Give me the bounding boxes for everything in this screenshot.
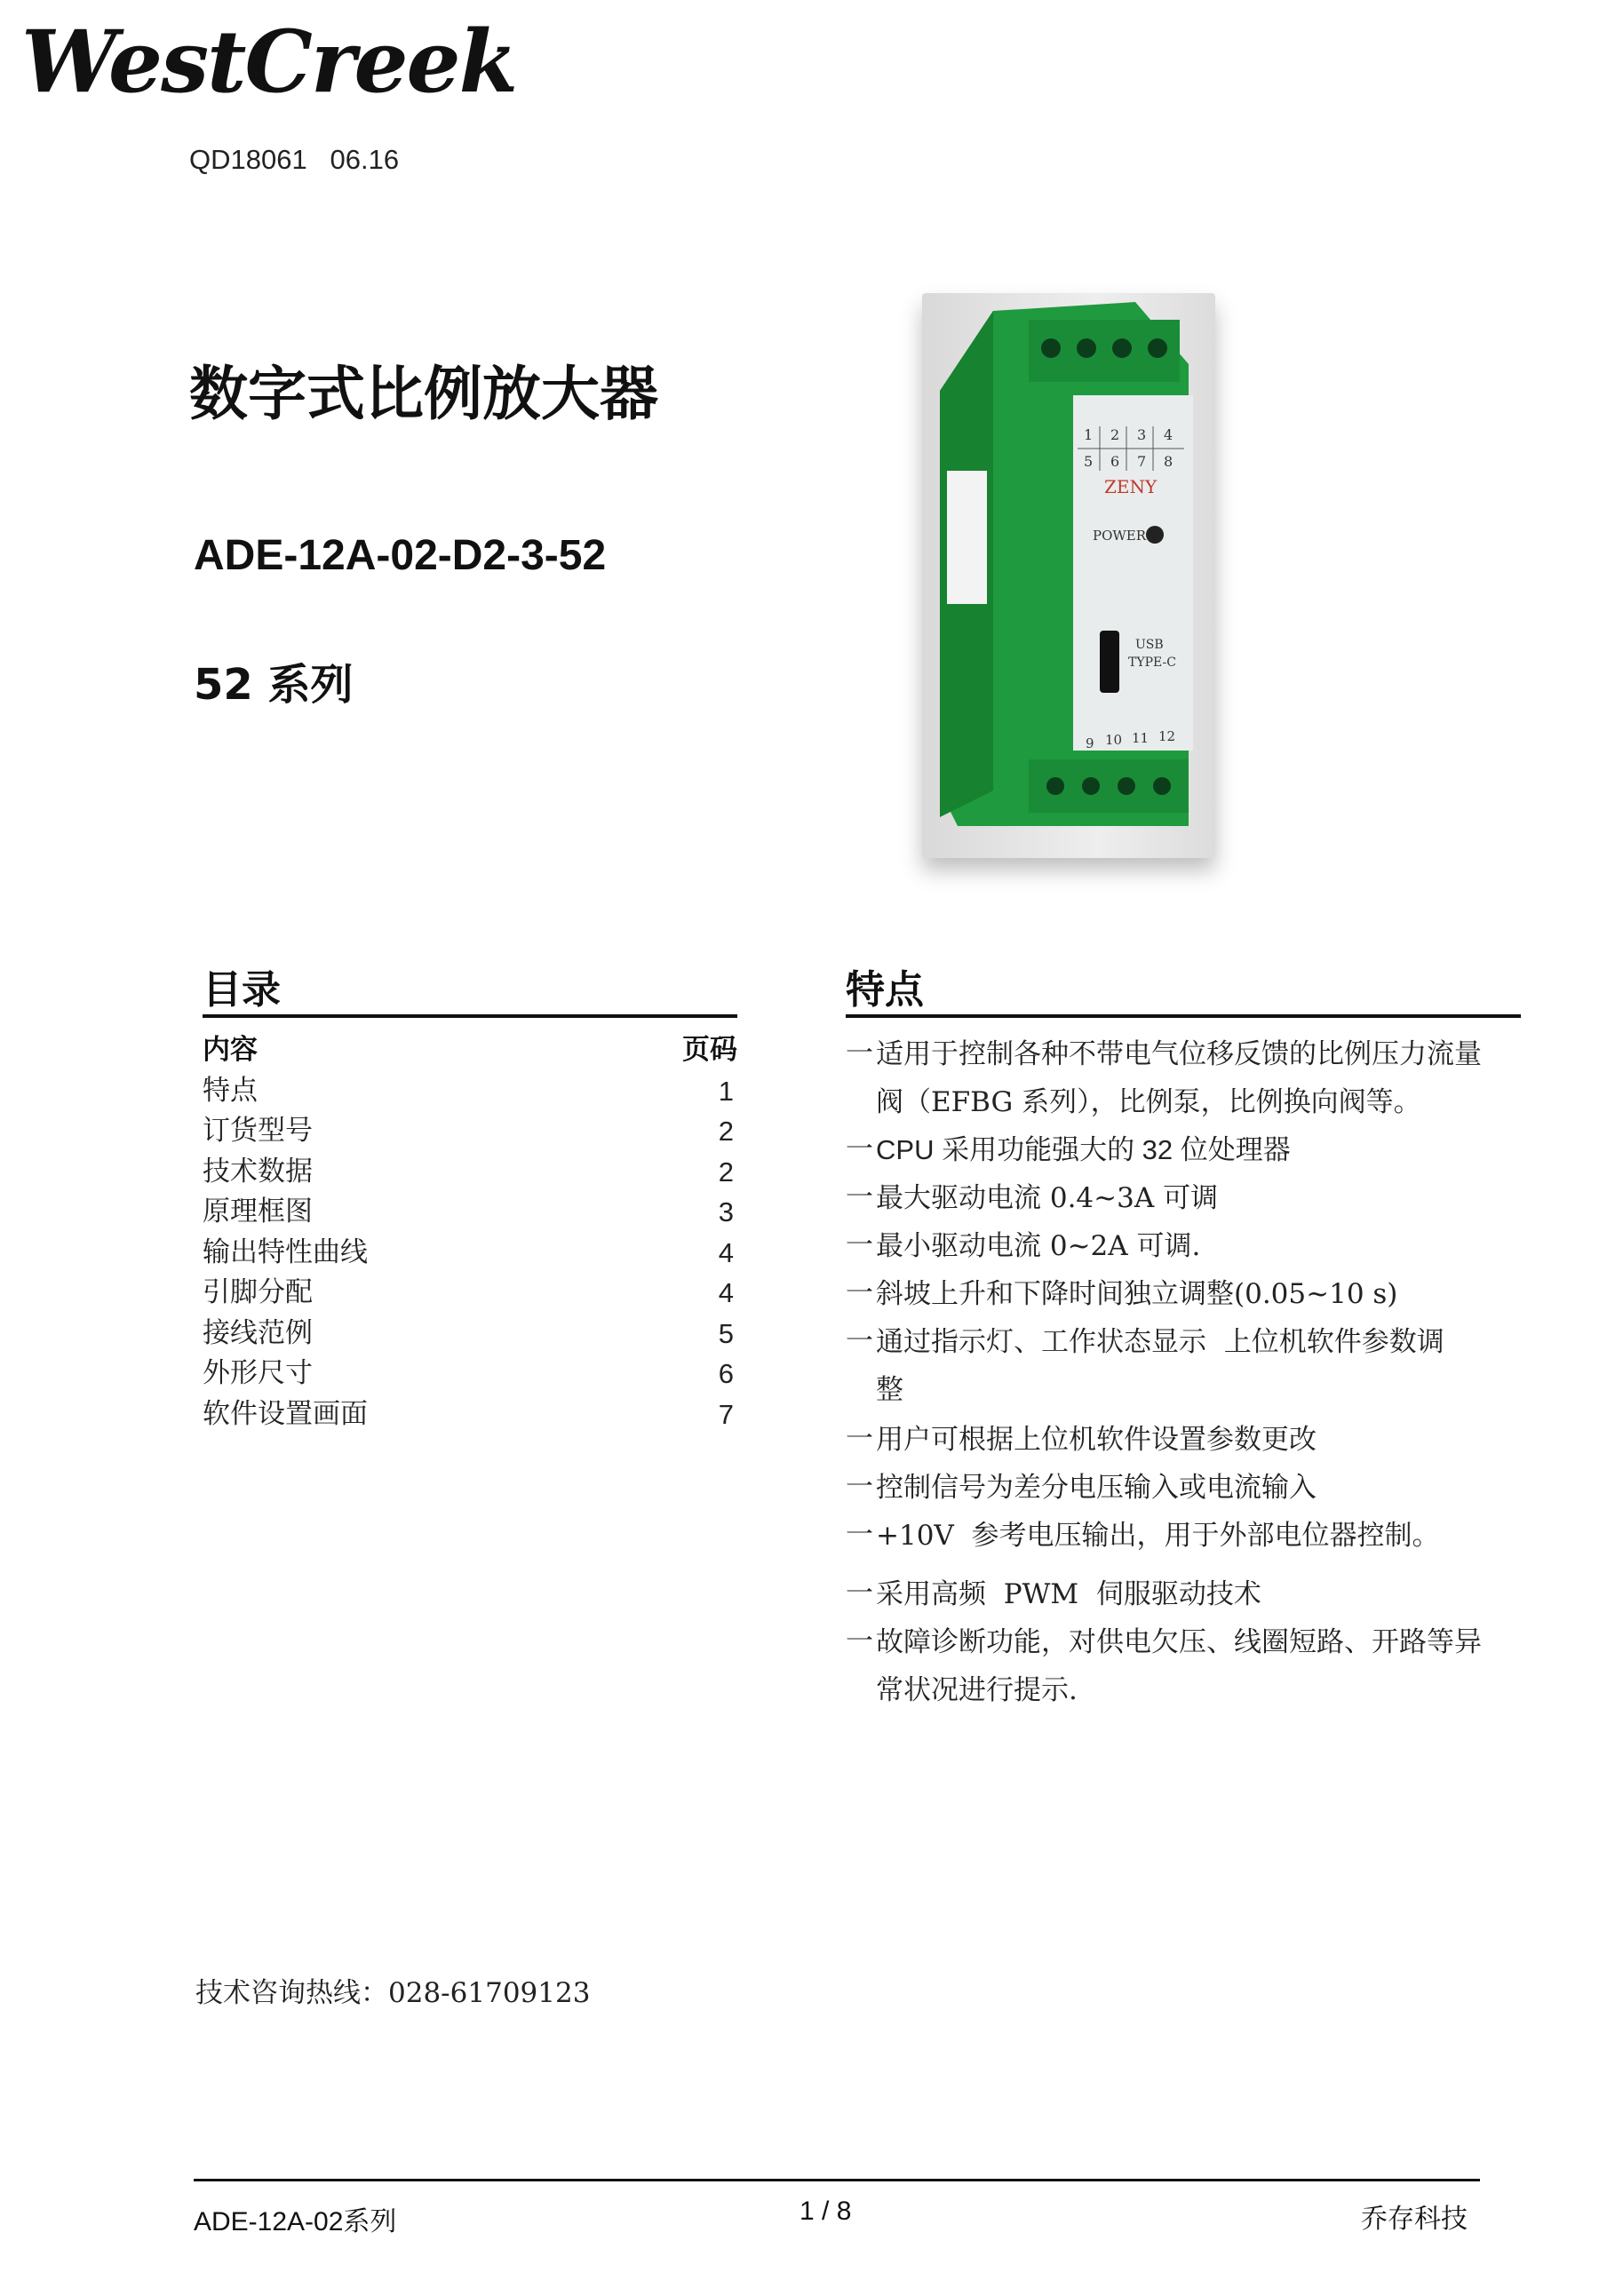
toc-row[interactable] — [203, 1354, 737, 1394]
feature-text: 用户可根据上位机软件设置参数更改 — [876, 1424, 1317, 1456]
toc-label: 输出特性曲线 — [203, 1235, 368, 1268]
toc-row[interactable] — [203, 1394, 737, 1435]
toc-label: 接线范例 — [203, 1316, 313, 1349]
feature-text: 阀（EFBG 系列），比例泵，比例换向阀等。 — [876, 1086, 1421, 1118]
dash-bullet: 一 — [846, 1577, 873, 1609]
feature-text: 控制信号为差分电压输入或电流输入 — [876, 1472, 1317, 1504]
list-item — [846, 1570, 1521, 1618]
toc-row[interactable] — [203, 1314, 737, 1355]
toc-page: 3 — [718, 1196, 734, 1227]
feature-text: CPU 采用功能强大的 32 位处理器 — [876, 1134, 1291, 1165]
dash-bullet: 一 — [846, 1229, 873, 1261]
terminal-label: 7 — [1137, 453, 1147, 470]
toc-page: 1 — [718, 1075, 734, 1107]
usb-type-label: TYPE-C — [1128, 655, 1176, 670]
product-photo — [922, 293, 1215, 858]
terminal-label: 2 — [1110, 426, 1120, 443]
dash-bullet: 一 — [846, 1133, 873, 1165]
dash-bullet: 一 — [846, 1325, 873, 1357]
footer-company: 乔存科技 — [1361, 2204, 1468, 2235]
feature-text: 最小驱动电流 0~2A 可调. — [876, 1230, 1201, 1262]
feature-text: 斜坡上升和下降时间独立调整(0.05~10 s) — [876, 1278, 1398, 1310]
footer-divider — [194, 2179, 1480, 2181]
terminal-label: 10 — [1105, 732, 1123, 748]
list-item — [846, 1464, 1521, 1512]
footer-series: ADE-12A-02系列 — [194, 2207, 397, 2236]
toc-label: 订货型号 — [203, 1115, 313, 1147]
list-item — [846, 1512, 1521, 1560]
terminal-label: 8 — [1164, 453, 1173, 470]
feature-text: +10V 参考电压输出，用于外部电位器控制。 — [876, 1520, 1440, 1552]
toc-row[interactable] — [203, 1111, 737, 1152]
westcreek-logo: WestCreek — [21, 12, 517, 112]
terminal-label: 4 — [1164, 426, 1173, 443]
toc-page: 2 — [718, 1156, 734, 1188]
feature-text: 整 — [876, 1374, 903, 1406]
dash-bullet: 一 — [846, 1037, 873, 1069]
dash-bullet: 一 — [846, 1471, 873, 1503]
terminal-label: 3 — [1137, 426, 1147, 443]
feature-text: 通过指示灯、工作状态显示 上位机软件参数调 — [876, 1326, 1444, 1358]
toc-label: 原理框图 — [203, 1196, 313, 1227]
toc-label: 外形尺寸 — [203, 1357, 313, 1389]
dash-bullet: 一 — [846, 1181, 873, 1213]
toc-row[interactable] — [203, 1071, 737, 1112]
toc-row[interactable] — [203, 1192, 737, 1233]
toc-page: 6 — [718, 1358, 734, 1389]
list-item — [846, 1318, 1521, 1414]
feature-text: 最大驱动电流 0.4~3A 可调 — [876, 1182, 1219, 1214]
list-item — [846, 1030, 1521, 1126]
din-rail-amplifier-photo-icon — [922, 293, 1215, 858]
page-title: 数字式比例放大器 — [189, 360, 658, 428]
brand-label: ZENY — [1104, 476, 1158, 497]
list-item — [846, 1416, 1521, 1464]
power-label: POWER — [1093, 528, 1147, 544]
list-item — [846, 1618, 1521, 1714]
terminal-label: 5 — [1084, 453, 1094, 470]
feature-text: 常状况进行提示. — [876, 1674, 1078, 1706]
features-divider — [846, 1014, 1521, 1018]
dash-bullet: 一 — [846, 1423, 873, 1455]
toc-row[interactable] — [203, 1152, 737, 1193]
toc-label: 引脚分配 — [203, 1276, 313, 1308]
features-list — [846, 1030, 1521, 1714]
tech-hotline: 技术咨询热线：028-61709123 — [195, 1977, 591, 2009]
toc-divider — [203, 1014, 737, 1018]
terminal-label: 9 — [1086, 735, 1094, 751]
terminal-label: 12 — [1158, 728, 1176, 744]
list-item — [846, 1126, 1521, 1174]
toc-col-content: 内容 — [203, 1034, 258, 1066]
usb-label: USB — [1135, 638, 1164, 652]
list-item — [846, 1174, 1521, 1222]
toc-heading: 目录 — [203, 967, 281, 1013]
toc-label: 特点 — [203, 1074, 258, 1107]
toc-row[interactable] — [203, 1273, 737, 1314]
toc-label: 软件设置画面 — [203, 1397, 368, 1430]
model-number: ADE-12A-02-D2-3-52 — [194, 532, 607, 579]
feature-text: 故障诊断功能，对供电欠压、线圈短路、开路等异 — [876, 1626, 1482, 1658]
list-item — [846, 1270, 1521, 1318]
toc-col-page: 页码 — [682, 1034, 737, 1066]
toc-label: 技术数据 — [203, 1155, 313, 1188]
toc-page: 5 — [718, 1317, 734, 1349]
terminal-label: 1 — [1084, 426, 1094, 443]
series-label: 52 系列 — [194, 660, 354, 710]
terminal-label: 6 — [1110, 453, 1120, 470]
dash-bullet: 一 — [846, 1625, 873, 1657]
list-item — [846, 1222, 1521, 1270]
toc-header-row — [203, 1030, 737, 1071]
document-number: QD18061 06.16 — [189, 144, 400, 175]
features-heading: 特点 — [846, 967, 924, 1013]
terminal-label: 11 — [1132, 730, 1150, 746]
toc-page: 2 — [718, 1116, 734, 1147]
toc-page: 4 — [718, 1236, 734, 1268]
dash-bullet: 一 — [846, 1519, 873, 1551]
feature-text: 适用于控制各种不带电气位移反馈的比例压力流量 — [876, 1038, 1482, 1070]
toc-row[interactable] — [203, 1233, 737, 1274]
table-of-contents — [203, 1030, 737, 1434]
feature-text: 采用高频 PWM 伺服驱动技术 — [876, 1578, 1261, 1610]
toc-page: 7 — [718, 1398, 734, 1430]
dash-bullet: 一 — [846, 1277, 873, 1309]
toc-page: 4 — [718, 1277, 734, 1308]
page-number: 1 / 8 — [800, 2197, 852, 2226]
